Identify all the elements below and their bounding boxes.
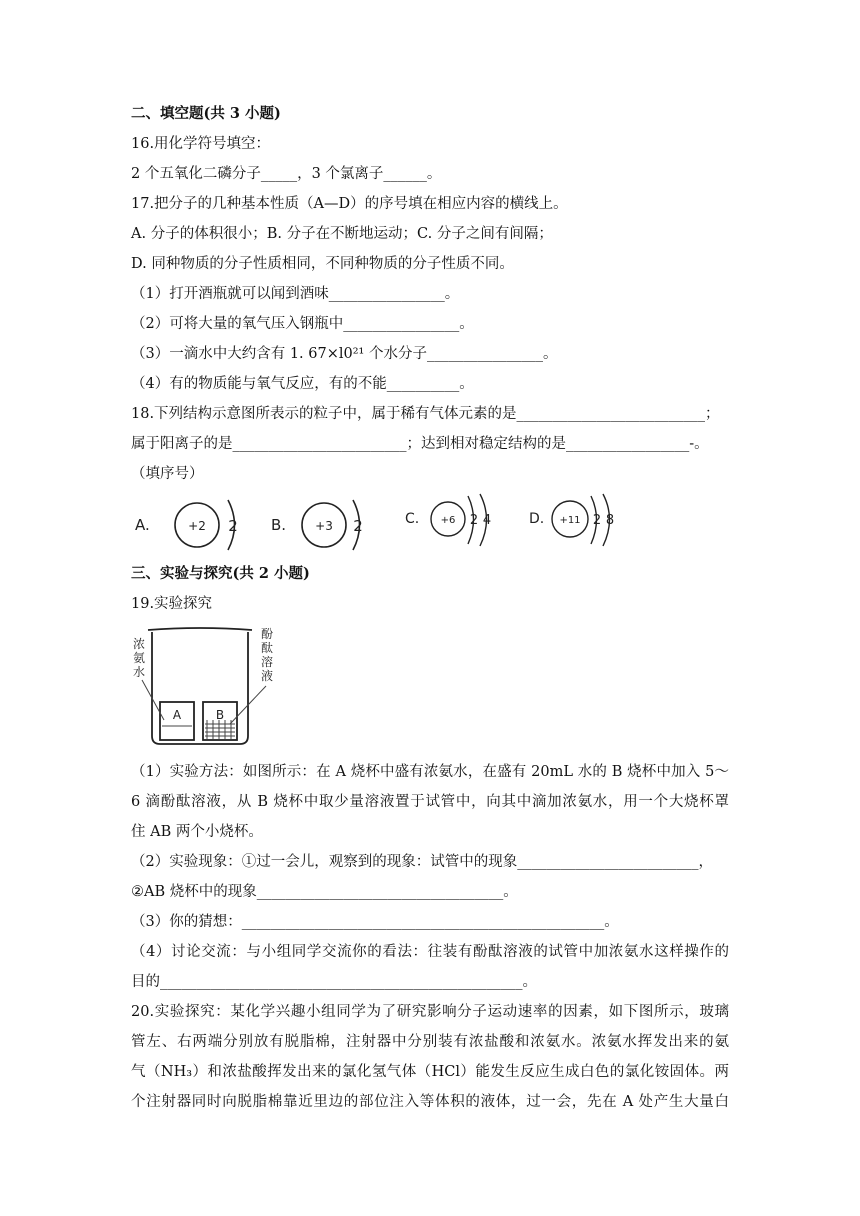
- q20-line-3: 气（NH₃）和浓盐酸挥发出来的氯化氢气体（HCl）能发生反应生成白色的氯化铵固体。两: [131, 1064, 729, 1080]
- atom-b-shell-1-electrons: 2: [353, 517, 363, 535]
- q20-line-2: 管左、右两端分别放有脱脂棉，注射器中分别装有浓盐酸和浓氨水。浓氨水挥发出来的氨: [131, 1034, 729, 1050]
- beaker-a-label: A: [172, 708, 182, 722]
- q19-line-2: 6 滴酚酞溶液，从 B 烧杯中取少量溶液置于试管中，向其中滴加浓氨水，用一个大烧杯罩: [131, 794, 729, 810]
- q19-line-5: ②AB 烧杯中的现象__________________________________。: [131, 884, 518, 900]
- atom-c-label: C.: [405, 511, 420, 527]
- q16-line: 2 个五氧化二磷分子_____，3 个氯离子______。: [131, 166, 442, 182]
- q19-line-4: （2）实验现象：①过一会儿，观察到的现象：试管中的现象_________________________，: [131, 854, 713, 870]
- q18-line-2: 属于阳离子的是________________________；达到相对稳定结构的是_________________-。: [131, 436, 709, 452]
- atom-c-diagram: [405, 494, 491, 546]
- atom-d-nucleus-charge: +11: [559, 515, 581, 526]
- q19-line-3: 住 AB 两个小烧杯。: [131, 824, 263, 840]
- q17-item-3: （3）一滴水中大约含有 1. 67×l0²¹ 个水分子________________。: [131, 346, 558, 362]
- atom-d-diagram: [529, 494, 614, 546]
- q20-line-4: 个注射器同时向脱脂棉靠近里边的部位注入等体积的液体，过一会，先在 A 处产生大量白: [131, 1094, 729, 1110]
- ammonia-label: [133, 637, 145, 679]
- atom-c-shell-1-electrons: 2: [469, 513, 479, 528]
- beaker-b-label: B: [215, 708, 225, 722]
- q19-line-8: 目的__________________________________________________。: [131, 974, 537, 990]
- q16-stem: 16.用化学符号填空：: [131, 136, 271, 152]
- left-label-pointer: [142, 680, 164, 720]
- section-2-title: 二、填空题(共 3 小题): [131, 105, 281, 122]
- atom-c-shell-2-electrons: 4: [482, 513, 492, 528]
- q19-line-7: （4）讨论交流：与小组同学交流你的看法：往装有酚酞溶液的试管中加浓氨水这样操作的: [131, 944, 729, 960]
- atom-d-label: D.: [529, 511, 545, 527]
- q17-options-abc: A. 分子的体积很小；B. 分子在不断地运动；C. 分子之间有间隔；: [131, 226, 553, 242]
- large-beaker: [152, 632, 248, 744]
- svg-text:浓: 浓: [132, 637, 146, 651]
- atom-c-nucleus-charge: +6: [440, 515, 456, 526]
- q17-stem: 17.把分子的几种基本性质（A—D）的序号填在相应内容的横线上。: [131, 196, 568, 212]
- svg-text:溶: 溶: [260, 655, 274, 669]
- q17-item-4: （4）有的物质能与氧气反应，有的不能__________。: [131, 376, 474, 392]
- svg-text:氨: 氨: [132, 651, 146, 665]
- q19-line-6: （3）你的猜想：__________________________________________________。: [131, 914, 619, 930]
- atom-d-shell-2-electrons: 8: [605, 513, 615, 528]
- q19-line-1: （1）实验方法：如图所示：在 A 烧杯中盛有浓氨水，在盛有 20mL 水的 B 烧杯中加入 5～: [131, 764, 729, 780]
- atom-a-nucleus-charge: +2: [188, 519, 206, 533]
- q17-option-d: D. 同种物质的分子性质相同，不同种物质的分子性质不同。: [131, 256, 514, 272]
- atom-b-diagram: [271, 500, 363, 550]
- q18-note: （填序号）: [131, 466, 204, 482]
- atom-b-label: B.: [271, 516, 287, 534]
- atom-b-nucleus-charge: +3: [315, 519, 333, 533]
- svg-text:水: 水: [132, 665, 146, 679]
- atom-d-shell-1-electrons: 2: [592, 513, 602, 528]
- svg-text:酞: 酞: [260, 641, 274, 655]
- beaker-experiment-figure: [130, 624, 280, 752]
- phenolphthalein-label: [261, 627, 273, 683]
- atom-a-shell-1-electrons: 2: [228, 517, 238, 535]
- atomic-structure-figure: [125, 492, 645, 558]
- atom-a-label: A.: [135, 516, 150, 534]
- atom-a-diagram: [135, 500, 238, 550]
- q19-stem: 19.实验探究: [131, 596, 213, 612]
- svg-text:酚: 酚: [260, 627, 274, 641]
- q17-item-1: （1）打开酒瓶就可以闻到酒味________________。: [131, 286, 460, 302]
- svg-text:液: 液: [260, 669, 274, 683]
- q20-line-1: 20.实验探究：某化学兴趣小组同学为了研究影响分子运动速率的因素，如下图所示，玻璃: [131, 1004, 729, 1020]
- large-beaker-rim: [148, 628, 252, 630]
- section-3-title: 三、实验与探究(共 2 小题): [131, 565, 310, 582]
- q17-item-2: （2）可将大量的氧气压入钢瓶中________________。: [131, 316, 474, 332]
- q18-line-1: 18.下列结构示意图所表示的粒子中，属于稀有气体元素的是__________________________；: [131, 406, 720, 422]
